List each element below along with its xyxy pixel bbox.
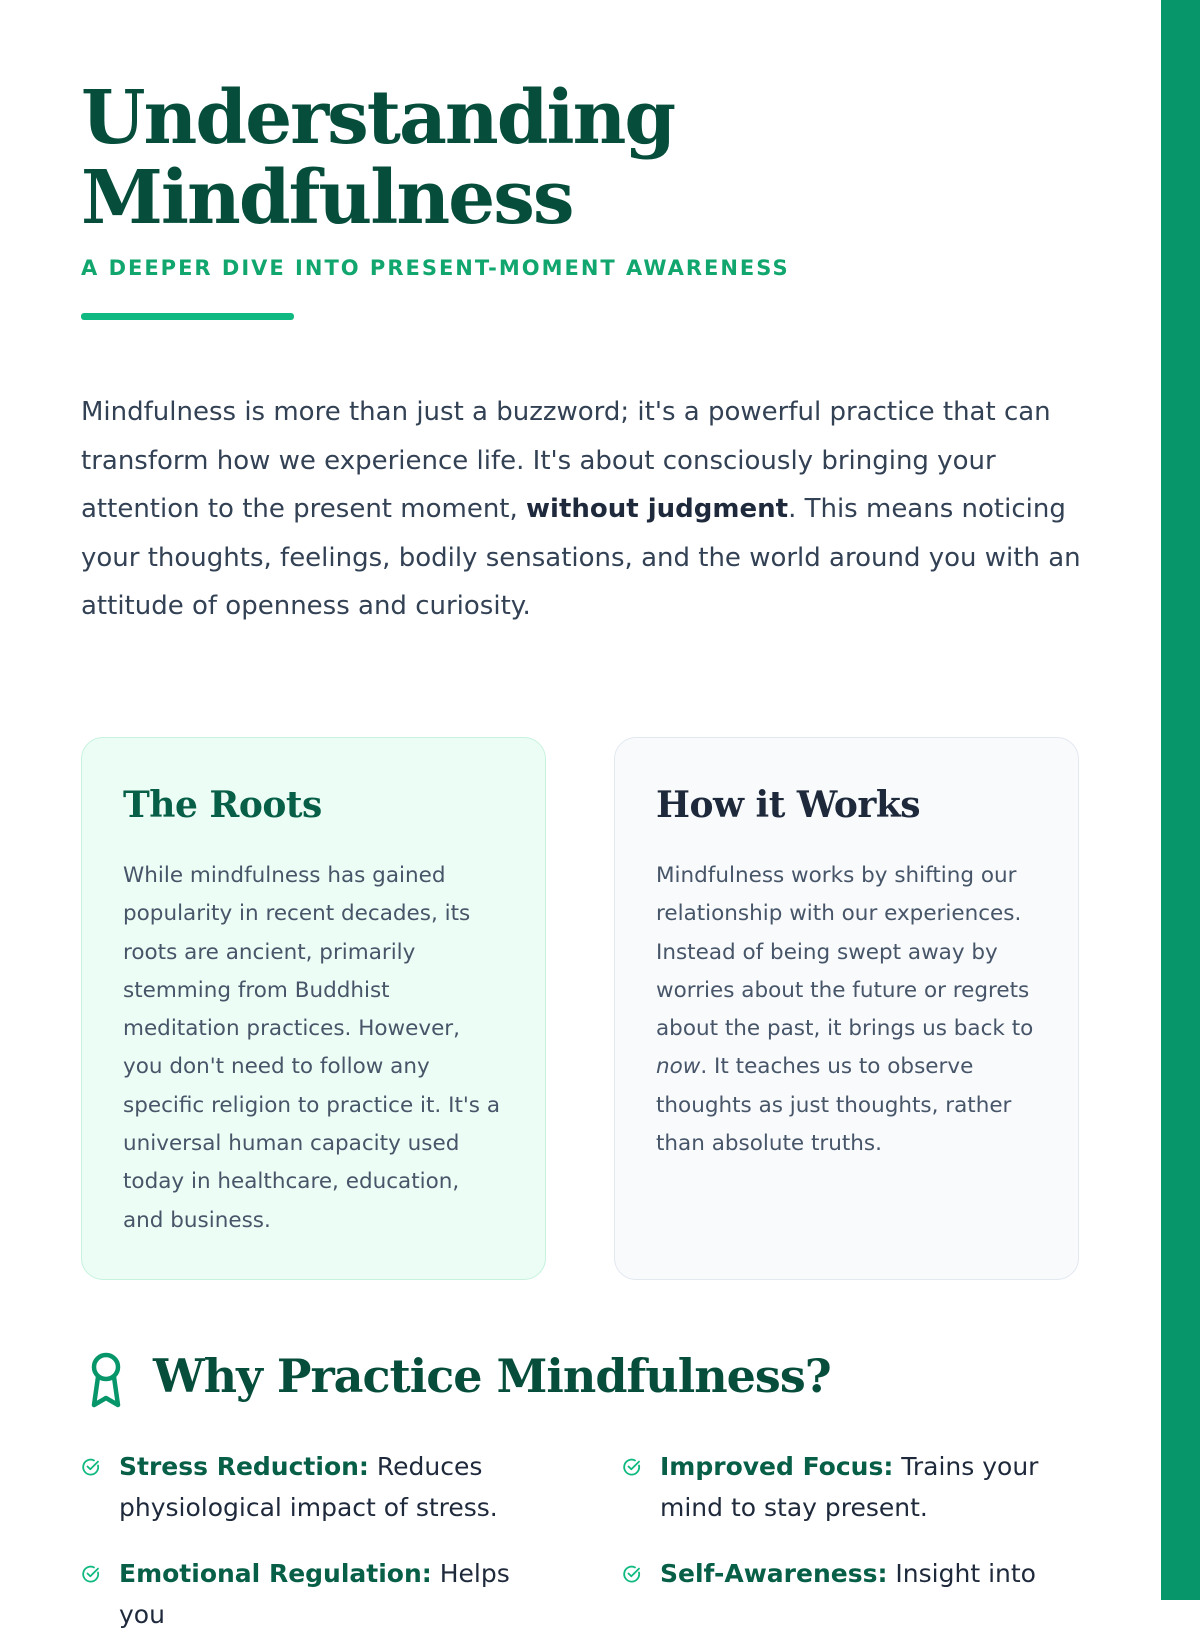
page-title-line1: Understanding [81,75,675,161]
page-title-line2: Mindfulness [81,155,573,241]
benefit-item [622,1554,1062,1595]
benefit-item [81,1447,521,1528]
benefit-label: Self-Awareness: [660,1559,888,1588]
benefit-item [622,1447,1062,1528]
check-circle-icon [622,1564,642,1584]
benefit-desc: Reduces physiological impact of stress. [119,1452,498,1522]
card-works-body-before: Mindfulness works by shifting our relationship with our experiences. Instead of being swept away by worries about the future or regrets about the past, it brings us back to [656,863,1034,1042]
check-circle-icon [81,1457,101,1477]
benefit-text [660,1554,1062,1595]
benefit-text [119,1447,521,1528]
page-subtitle: A DEEPER DIVE INTO PRESENT-MOMENT AWARENESS [81,256,790,280]
benefit-desc: Insight into [887,1559,1036,1588]
benefit-label: Improved Focus: [660,1452,894,1481]
title-underline [81,313,294,320]
card-works-body-after: . It teaches us to observe thoughts as just thoughts, rather than absolute truths. [656,1054,1012,1157]
check-circle-icon [81,1564,101,1584]
benefit-text [119,1554,521,1635]
benefit-label: Emotional Regulation: [119,1559,432,1588]
card-works-title: How it Works [656,784,921,826]
card-works-body [656,857,1038,1163]
why-practice-title: Why Practice Mindfulness? [153,1349,831,1403]
card-roots-title: The Roots [123,784,322,826]
benefit-label: Stress Reduction: [119,1452,369,1481]
card-the-roots [81,737,546,1280]
intro-paragraph [81,388,1081,631]
benefit-text [660,1447,1062,1528]
intro-emphasis: without judgment [526,494,789,524]
right-accent-bar [1161,0,1200,1600]
intro-text-before: Mindfulness is more than just a buzzword; it's a powerful practice that can transform how we experience life. It's about consciously bringing your attention to the present moment, [81,397,1051,524]
benefit-item [81,1554,521,1635]
benefit-desc: Helps you [119,1559,510,1629]
check-circle-icon [622,1457,642,1477]
card-how-it-works [614,737,1079,1280]
card-works-body-emphasis: now [656,1054,701,1080]
award-ribbon-icon [87,1352,125,1408]
page-title [81,75,881,241]
benefit-desc: Trains your mind to stay present. [660,1452,1039,1522]
card-roots-body: While mindfulness has gained popularity in recent decades, its roots are ancient, primarily stemming from Buddhist meditation practices. However, you don't need to follow any specific religion to practice it. It's a universal human capacity used today in healthcare, education, and business. [123,863,500,1233]
intro-text-after: . This means noticing your thoughts, feelings, bodily sensations, and the world around you with an attitude of openness and curiosity. [81,494,1081,621]
